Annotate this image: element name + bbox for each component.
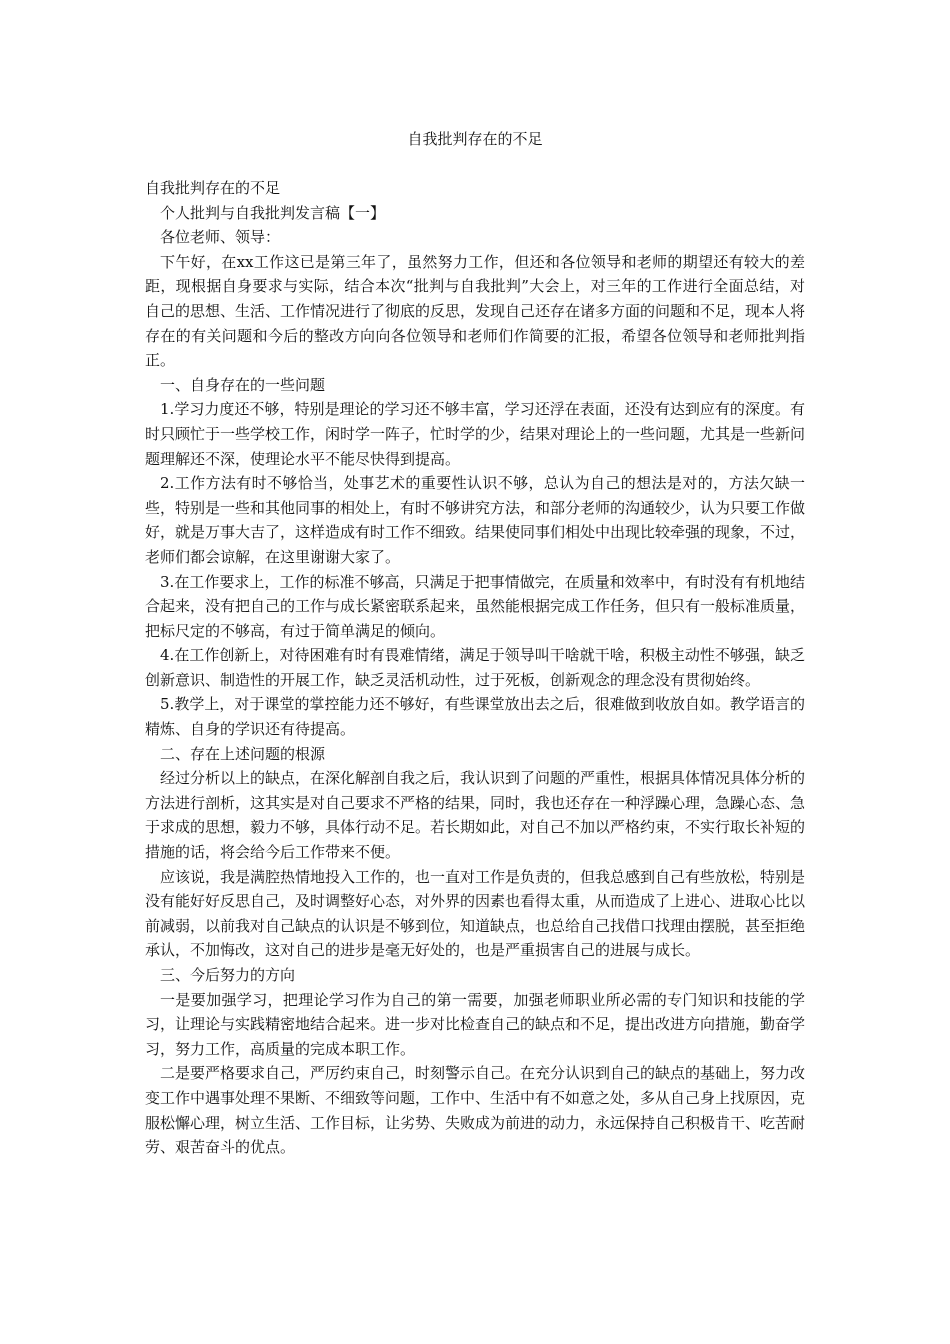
document-body	[145, 176, 805, 1160]
section-heading-3: 三、今后努力的方向	[160, 966, 296, 984]
problem-item-4: 4.在工作创新上，对待困难有时有畏难情绪，满足于领导叫干啥就干啥，积极主动性不够强，缺乏创新意识、制造性的开展工作，缺乏灵活机动性，过于死板，创新观念的理念没有贯彻始终。	[145, 646, 805, 689]
heading-repeat: 自我批判存在的不足	[145, 179, 281, 197]
direction-paragraph-1: 一是要加强学习，把理论学习作为自己的第一需要，加强老师职业所必需的专门知识和技能的学习，让理论与实践精密地结合起来。进一步对比检查自己的缺点和不足，提出改进方向措施，勤奋学习，努力工作，高质量的完成本职工作。	[145, 990, 806, 1058]
root-cause-paragraph-1: 经过分析以上的缺点，在深化解剖自我之后，我认识到了问题的严重性，根据具体情况具体分析的方法进行剖析，这其实是对自己要求不严格的结果，同时，我也还存在一种浮躁心理，急躁心态、急于求成的思想，毅力不够，具体行动不足。若长期如此，对自己不加以严格约束，不实行取长补短的措施的话，将会给今后工作带来不便。	[145, 769, 806, 862]
direction-paragraph-2: 二是要严格要求自己，严厉约束自己，时刻警示自己。在充分认识到自己的缺点的基础上，努力改变工作中遇事处理不果断、不细致等问题，工作中、生活中有不如意之处，多从自己身上找原因，克服松懈心理，树立生活、工作目标，让劣势、失败成为前进的动力，永远保持自己积极肯干、吃苦耐劳、艰苦奋斗的优点。	[145, 1064, 806, 1157]
problem-item-3: 3.在工作要求上，工作的标准不够高，只满足于把事情做完，在质量和效率中，有时没有有机地结合起来，没有把自己的工作与成长紧密联系起来，虽然能根据完成工作任务，但只有一般标准质量，把标尺定的不够高，有过于简单满足的倾向。	[145, 572, 806, 640]
problem-item-1: 1.学习力度还不够，特别是理论的学习还不够丰富，学习还浮在表面，还没有达到应有的深度。有时只顾忙于一些学校工作，闲时学一阵子，忙时学的少，结果对理论上的一些问题，尤其是一些新问题理解还不深，使理论水平不能尽快得到提高。	[145, 400, 806, 468]
root-cause-paragraph-2: 应该说，我是满腔热情地投入工作的，也一直对工作是负责的，但我总感到自己有些放松，特别是没有能好好反思自己，及时调整好心态，对外界的因素也看得太重，从而造成了上进心、进取心比以前减弱，以前我对自己缺点的认识是不够到位，知道缺点，也总给自己找借口找理由摆脱，甚至拒绝承认，不加悔改，这对自己的进步是毫无好处的，也是严重损害自己的进展与成长。	[145, 867, 806, 960]
problem-item-2: 2.工作方法有时不够恰当，处事艺术的重要性认识不够，总认为自己的想法是对的，方法欠缺一些，特别是一些和其他同事的相处上，有时不够讲究方法，和部分老师的沟通较少，认为只要工作做好，就是万事大吉了，这样造成有时工作不细致。结果使同事们相处中出现比较牵强的现象，不过，老师们都会谅解，在这里谢谢大家了。	[145, 474, 806, 566]
speech-title: 个人批判与自我批判发言稿【一】	[160, 203, 386, 222]
intro-paragraph: 下午好，在xx工作这已是第三年了，虽然努力工作，但还和各位领导和老师的期望还有较大的差距，现根据自身要求与实际，结合本次“批判与自我批判”大会上，对三年的工作进行全面总结，对自己的思想、生活、工作情况进行了彻底的反思，发现自己还存在诸多方面的问题和不足，现本人将存在的有关问题和今后的整改方向向各位领导和老师们作简要的汇报，希望各位领导和老师批判指正。	[145, 252, 806, 370]
section-heading-1: 一、自身存在的一些问题	[160, 375, 326, 394]
section-heading-2: 二、存在上述问题的根源	[160, 744, 326, 763]
problem-item-5: 5.教学上，对于课堂的掌控能力还不够好，有些课堂放出去之后，很难做到收放自如。教学语言的精炼、自身的学识还有待提高。	[145, 695, 805, 739]
document-title: 自我批判存在的不足	[407, 130, 543, 148]
salutation: 各位老师、领导：	[160, 228, 281, 247]
